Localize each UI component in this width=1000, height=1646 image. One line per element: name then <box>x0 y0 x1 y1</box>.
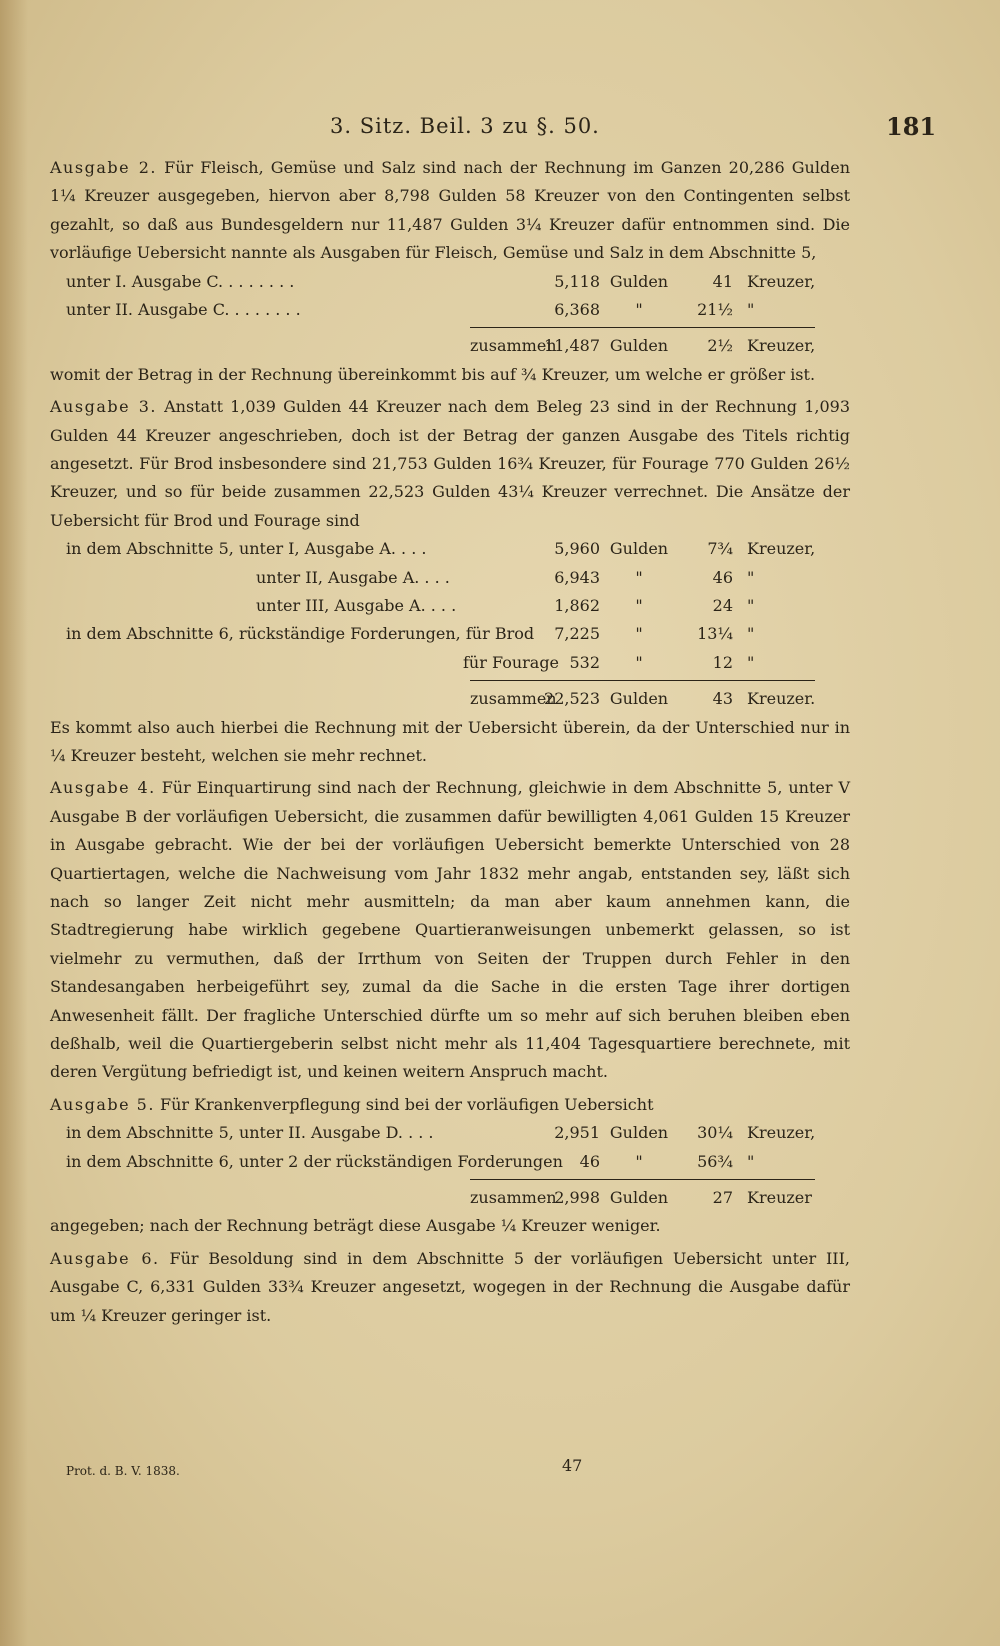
printer-signature: Prot. d. B. V. 1838. <box>66 1464 180 1478</box>
row-gulden: " <box>635 652 643 672</box>
row-label: unter II, Ausgabe A. . . . <box>256 567 450 587</box>
paragraph-text: womit der Betrag in der Rechnung übereinkommt bis auf ¾ Kreuzer, um welche er größer ist. <box>50 364 816 384</box>
paragraph-ausgabe-6 <box>50 1245 850 1330</box>
amount-table <box>50 268 850 361</box>
row-kreuzer: 30¼ <box>697 1123 733 1143</box>
total-gulden: Gulden <box>609 1188 669 1208</box>
table-row <box>50 592 850 620</box>
table-row <box>50 535 850 563</box>
paragraph-text: Anstatt 1,039 Gulden 44 Kreuzer nach dem Beleg 23 sind in der Rechnung 1,093 Gulden 44 Kreuzer angeschrieben, doch ist der Betrag der ganzen Ausgabe des Titels richtig angesetzt. Für Brod insbesondere sind 21,753 Gulden 16¾ Kreuzer, für Fourage 770 Gulden 26½ Kreuzer, und so für beide zusammen 22,523 Gulden 43¼ Kreuzer verrechnet. Die Ansätze der Uebersicht für Brod und Fourage sind <box>50 397 850 530</box>
section-lead: Ausgabe 2. <box>50 158 157 177</box>
row-kreuzer: 12 <box>712 652 733 672</box>
row-gulden: " <box>635 300 643 320</box>
section-lead: Ausgabe 6. <box>50 1248 160 1268</box>
row-amount: 46 <box>579 1151 600 1171</box>
row-amount: 1,862 <box>554 596 600 616</box>
sheet-number: 47 <box>562 1456 583 1475</box>
page-edge-shadow <box>0 0 28 1646</box>
paragraph-ausgabe-2 <box>50 154 850 268</box>
row-gulden: " <box>635 624 643 644</box>
table-row <box>50 649 850 677</box>
total-gulden: Gulden <box>609 336 669 356</box>
total-amount: 22,523 <box>544 689 600 709</box>
row-gulden: Gulden <box>609 1123 669 1143</box>
paragraph-text: Es kommt also auch hierbei die Rechnung mit der Uebersicht überein, da der Unterschied nur in ¼ Kreuzer besteht, welchen sie mehr rechnet. <box>50 717 850 765</box>
row-label: für Fourage <box>463 652 560 672</box>
row-amount: 6,943 <box>554 567 600 587</box>
section-lead: Ausgabe 3. <box>50 397 157 417</box>
paragraph-text: Für Fleisch, Gemüse und Salz sind nach der Rechnung im Ganzen 20,286 Gulden 1¼ Kreuzer ausgegeben, hiervon aber 8,798 Gulden 58 Kreuzer von den Contingenten selbst gezahlt, so daß aus Bundesgeldern nur 11,487 Gulden 3¼ Kreuzer dafür entnommen sind. Die vorläufige Uebersicht nannte als Ausgaben für Fleisch, Gemüse und Salz in dem Abschnitte 5, <box>50 158 850 263</box>
row-kreuzer-unit: " <box>747 652 755 672</box>
total-gulden: Gulden <box>609 689 669 709</box>
row-gulden: " <box>635 596 643 616</box>
paragraph-ausgabe-5 <box>50 1091 850 1119</box>
running-head: 3. Sitz. Beil. 3 zu §. 50. <box>330 114 600 138</box>
row-amount: 532 <box>569 652 600 672</box>
row-label: unter III, Ausgabe A. . . . <box>256 596 457 616</box>
page-number: 181 <box>886 112 937 141</box>
sum-rule <box>470 680 815 681</box>
total-label: zusammen <box>470 689 557 709</box>
row-kreuzer: 21½ <box>697 300 733 320</box>
row-amount: 2,951 <box>554 1123 600 1143</box>
row-kreuzer: 56¾ <box>697 1151 733 1171</box>
row-kreuzer-unit: Kreuzer, <box>747 271 816 291</box>
section-lead: Ausgabe 5. <box>50 1094 155 1114</box>
row-kreuzer-unit: " <box>747 1151 755 1171</box>
paragraph-text: Für Besoldung sind in dem Abschnitte 5 der vorläufigen Uebersicht unter III, Ausgabe C, 6,331 Gulden 33¾ Kreuzer angesetzt, wogegen in der Rechnung die Ausgabe dafür um ¼ Kreuzer geringer ist. <box>50 1248 850 1325</box>
row-kreuzer-unit: Kreuzer, <box>747 539 816 559</box>
row-kreuzer: 13¼ <box>697 624 733 644</box>
row-kreuzer-unit: " <box>747 567 755 587</box>
row-amount: 5,118 <box>554 271 600 291</box>
row-gulden: " <box>635 567 643 587</box>
total-row <box>50 685 850 713</box>
row-label: unter I. Ausgabe C. . . . . . . . <box>66 271 295 291</box>
row-kreuzer-unit: " <box>747 300 755 320</box>
total-kreuzer: 2½ <box>707 336 733 356</box>
row-kreuzer-unit: " <box>747 596 755 616</box>
total-amount: 11,487 <box>544 336 600 356</box>
table-row <box>50 268 850 296</box>
amount-table <box>50 1119 850 1212</box>
section-lead: Ausgabe 4. <box>50 778 156 798</box>
row-kreuzer: 7¾ <box>707 539 733 559</box>
table-row <box>50 1148 850 1176</box>
sum-rule <box>470 1179 815 1180</box>
row-label: in dem Abschnitte 5, unter I, Ausgabe A. . . . <box>66 539 427 559</box>
paragraph-text: Für Einquartirung sind nach der Rechnung, gleichwie in dem Abschnitte 5, unter V Ausgabe B der vorläufigen Uebersicht, die zusammen dafür bewilligten 4,061 Gulden 15 Kreuzer in Ausgabe gebracht. Wie der bei der vorläufigen Uebersicht bemerkte Unterschied von 28 Quartiertagen, welche die Nachweisung vom Jahr 1832 mehr angab, entstanden sey, läßt sich nach so langer Zeit nicht mehr ausmitteln; da man aber kaum annehmen kann, die Stadtregierung habe wirklich gegebene Quartieranweisungen unbemerkt gelassen, so ist vielmehr zu vermuthen, daß der Irrthum von Seiten der Truppen durch Fehler in den Standesangaben herbeigeführt sey, zumal da die Sache in die ersten Tage ihrer dortigen Anwesenheit fällt. Der fragliche Unterschied dürfte um so mehr auf sich beruhen bleiben eben deßhalb, weil die Quartiergeberin selbst nicht mehr als 11,404 Tagesquartiere berechnete, mit deren Vergütung befriedigt ist, und keinen weitern Anspruch macht. <box>50 778 850 1082</box>
row-label: in dem Abschnitte 6, unter 2 der rückständigen Forderungen <box>66 1151 563 1171</box>
row-kreuzer-unit: Kreuzer, <box>747 1123 816 1143</box>
total-amount: 2,998 <box>554 1188 600 1208</box>
row-gulden: Gulden <box>609 539 669 559</box>
sum-rule <box>470 327 815 328</box>
total-kreuzer-unit: Kreuzer. <box>747 689 816 709</box>
paragraph-text: Für Krankenverpflegung sind bei der vorläufigen Uebersicht <box>154 1094 654 1114</box>
total-kreuzer: 43 <box>712 689 733 709</box>
table-row <box>50 620 850 648</box>
row-gulden: " <box>635 1151 643 1171</box>
total-row <box>50 332 850 360</box>
row-gulden: Gulden <box>609 271 669 291</box>
row-amount: 7,225 <box>554 624 600 644</box>
page-header <box>0 110 1000 150</box>
paragraph-text: angegeben; nach der Rechnung beträgt diese Ausgabe ¼ Kreuzer weniger. <box>50 1216 661 1236</box>
total-row <box>50 1184 850 1212</box>
table-row <box>50 564 850 592</box>
row-kreuzer: 24 <box>712 596 733 616</box>
row-kreuzer: 41 <box>712 271 733 291</box>
row-label: in dem Abschnitte 5, unter II. Ausgabe D. . . . <box>66 1123 434 1143</box>
page-footer <box>0 1450 1000 1480</box>
row-kreuzer: 46 <box>712 567 733 587</box>
amount-table <box>50 535 850 713</box>
table-row <box>50 296 850 324</box>
total-label: zusammen <box>470 1188 557 1208</box>
row-amount: 6,368 <box>554 300 600 320</box>
total-kreuzer-unit: Kreuzer, <box>747 336 816 356</box>
total-label: zusammen <box>470 336 557 356</box>
total-kreuzer-unit: Kreuzer <box>747 1188 812 1208</box>
page-body <box>50 154 850 1330</box>
total-kreuzer: 27 <box>712 1188 733 1208</box>
row-amount: 5,960 <box>554 539 600 559</box>
row-label: in dem Abschnitte 6, rückständige Forderungen, für Brod <box>66 624 535 644</box>
paragraph-ausgabe-3 <box>50 393 850 535</box>
row-label: unter II. Ausgabe C. . . . . . . . <box>66 300 301 320</box>
table-row <box>50 1119 850 1147</box>
row-kreuzer-unit: " <box>747 624 755 644</box>
paragraph-ausgabe-4 <box>50 774 850 1086</box>
